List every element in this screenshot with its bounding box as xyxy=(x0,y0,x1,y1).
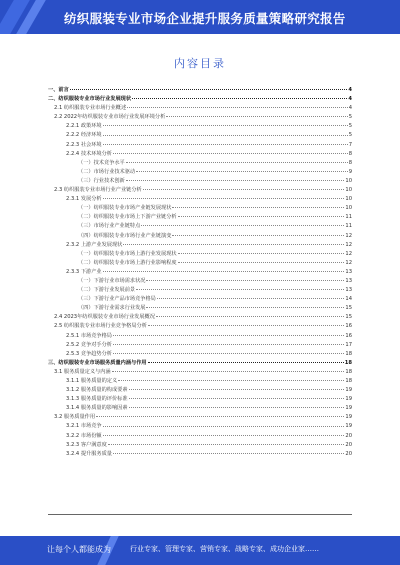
toc-entry-page: 14 xyxy=(345,296,352,303)
toc-entry-title: 2.2.2 经济环境 xyxy=(66,132,102,139)
toc-entry-title: （一）技术竞争水平 xyxy=(78,159,125,166)
toc-leader-dots xyxy=(112,371,345,372)
toc-entry[interactable] xyxy=(48,377,352,386)
toc-entry[interactable] xyxy=(48,113,352,122)
toc-leader-dots xyxy=(146,307,344,308)
toc-leader-dots xyxy=(96,416,344,417)
toc-entry[interactable] xyxy=(48,104,352,113)
toc-entry-title: 二、纺织服装专业市场行业发展现状 xyxy=(48,96,132,103)
toc-entry-title: 2.2.3 社会环境 xyxy=(66,141,102,148)
footer-slogan: 让每个人都能成为 xyxy=(47,545,111,554)
toc-entry-title: 3.2.2 市场份额 xyxy=(66,432,102,439)
toc-entry-title: 3.1.2 服务质量的构成要素 xyxy=(66,387,128,394)
toc-entry[interactable] xyxy=(48,204,352,213)
toc-leader-dots xyxy=(178,262,345,263)
toc-entry-page: 5 xyxy=(348,123,352,130)
toc-entry[interactable] xyxy=(48,277,352,286)
toc-entry[interactable] xyxy=(48,368,352,377)
toc-entry[interactable] xyxy=(48,195,352,204)
toc-leader-dots xyxy=(143,189,345,190)
toc-entry-title: （一）纺织服装专业市场产业链发展现状 xyxy=(78,205,172,212)
toc-entry[interactable] xyxy=(48,386,352,395)
toc-entry[interactable] xyxy=(48,150,352,159)
toc-entry-page: 12 xyxy=(345,241,352,248)
toc-entry[interactable] xyxy=(48,286,352,295)
toc-entry-title: 2.2.4 技术环境分析 xyxy=(66,150,112,157)
toc-leader-dots xyxy=(129,407,345,408)
toc-leader-dots xyxy=(166,116,347,117)
toc-entry-page: 19 xyxy=(345,396,352,403)
toc-entry-page: 18 xyxy=(344,359,352,366)
toc-entry-title: 2.1 纺织服装专业市场行业概述 xyxy=(54,105,127,112)
toc-entry-title: 3.1.4 服务质量的影响因素 xyxy=(66,405,128,412)
toc-entry[interactable] xyxy=(48,404,352,413)
toc-entry-page: 12 xyxy=(345,250,352,257)
toc-entry-page: 18 xyxy=(345,378,352,384)
toc-entry-page: 18 xyxy=(345,350,352,357)
toc-entry[interactable] xyxy=(48,341,352,350)
toc-entry-title: （二）纺织服装专业市场上游行业影响程度 xyxy=(78,259,177,266)
toc-leader-dots xyxy=(113,335,344,336)
toc-leader-dots xyxy=(136,171,348,172)
toc-entry-title: 2.3.1 发展分析 xyxy=(66,196,102,203)
toc-entry-page: 4 xyxy=(348,105,352,112)
toc-entry-title: （四）下游行业需求行业发展 xyxy=(78,305,146,312)
divider xyxy=(48,514,352,515)
toc-entry[interactable] xyxy=(48,241,352,250)
toc-entry-title: 3.2 服务质量作用 xyxy=(54,414,96,421)
toc-entry-title: 一、前言 xyxy=(48,87,69,93)
toc-leader-dots xyxy=(103,144,348,145)
toc-entry-page: 19 xyxy=(345,387,352,394)
toc-entry-page: 20 xyxy=(345,441,352,448)
toc-leader-dots xyxy=(108,444,345,445)
toc-entry-page: 15 xyxy=(345,314,352,321)
toc-entry[interactable] xyxy=(48,250,352,259)
toc-entry-title: 2.2 2022年纺织服装专业市场行业发展环境分析 xyxy=(54,114,166,121)
toc-entry-page: 10 xyxy=(345,196,352,203)
toc-entry-title: （三）下游行业产品市场竞争格局 xyxy=(78,296,156,303)
toc-entry-page: 10 xyxy=(345,177,352,184)
toc-entry-page: 10 xyxy=(345,205,352,212)
toc-leader-dots xyxy=(126,162,348,163)
toc-entry-title: 3.2.4 提升服务质量 xyxy=(66,450,112,457)
toc-leader-dots xyxy=(156,316,344,317)
toc-leader-dots xyxy=(113,344,344,345)
toc-leader-dots xyxy=(103,135,348,136)
toc-entry-page: 13 xyxy=(345,277,352,284)
toc-entry-title: （一）下游行业市场需求状况 xyxy=(78,277,146,284)
toc-entry[interactable] xyxy=(48,177,352,186)
toc-entry[interactable] xyxy=(48,295,352,304)
toc-leader-dots xyxy=(126,180,345,181)
toc-entry-page: 19 xyxy=(345,405,352,412)
toc-entry-title: （二）市场行业技术驱动 xyxy=(78,168,136,175)
toc-entry[interactable] xyxy=(48,213,352,222)
toc-leader-dots xyxy=(103,125,348,126)
toc-entry[interactable] xyxy=(48,332,352,341)
footer-banner xyxy=(0,536,400,565)
report-title: 纺织服装专业市场企业提升服务质量策略研究报告 xyxy=(64,11,346,26)
toc-entry-page: 19 xyxy=(345,423,352,430)
toc-entry-title: （三）市场行业产业链特点 xyxy=(78,223,141,230)
toc-entry-title: （二）纺织服装专业市场上下游产业链分析 xyxy=(78,214,177,221)
toc-leader-dots xyxy=(136,289,344,290)
toc-entry[interactable] xyxy=(48,395,352,404)
toc-leader-dots xyxy=(123,244,344,245)
toc-entry-title: 3.1.1 服务质量的定义 xyxy=(66,378,118,384)
toc-entry-page: 12 xyxy=(345,232,352,239)
toc-leader-dots xyxy=(103,426,345,427)
toc-leader-dots xyxy=(141,225,344,226)
toc-leader-dots xyxy=(113,353,344,354)
toc-entry-page: 11 xyxy=(345,214,352,221)
toc-entry-page: 4 xyxy=(348,87,352,93)
toc-entry-title: 2.3 纺织服装专业市场行业产业链分析 xyxy=(54,187,142,194)
toc-leader-dots xyxy=(178,216,345,217)
header-banner xyxy=(0,0,400,34)
toc-leader-dots xyxy=(103,271,345,272)
toc-entry-title: 2.4 2023年纺织服装专业市场行业发展概况 xyxy=(54,314,155,321)
toc-leader-dots xyxy=(148,362,344,363)
toc-entry-page: 9 xyxy=(348,168,352,175)
toc-entry[interactable] xyxy=(48,95,352,104)
toc-entry-title: 3.1 服务质量定义与内涵 xyxy=(54,368,111,375)
toc-leader-dots xyxy=(172,235,344,236)
toc-entry[interactable] xyxy=(48,159,352,168)
toc-entry[interactable] xyxy=(48,304,352,313)
toc-entry[interactable] xyxy=(48,259,352,268)
toc-entry-title: 2.3.3 下游产业 xyxy=(66,268,102,275)
toc-entry-title: 2.5.1 市场竞争格局 xyxy=(66,332,112,339)
toc-leader-dots xyxy=(157,298,345,299)
toc-entry[interactable] xyxy=(48,86,352,95)
toc-entry-title: 3.1.3 服务质量的评价标准 xyxy=(66,396,128,403)
toc-entry[interactable] xyxy=(48,413,352,422)
footer-tagline: 行业专家、管理专家、营销专家、战略专家、成功企业家…… xyxy=(130,545,319,553)
toc-entry-page: 4 xyxy=(348,96,352,103)
toc-leader-dots xyxy=(113,453,344,454)
toc-entry-title: （三）行业技术创新 xyxy=(78,177,125,184)
toc-entry-title: 2.5.2 竞争对手分析 xyxy=(66,341,112,348)
toc-entry-title: （二）下游行业发展前景 xyxy=(78,287,136,294)
toc-entry-page: 16 xyxy=(345,332,352,339)
toc-entry[interactable] xyxy=(48,122,352,131)
toc-entry-page: 7 xyxy=(348,141,352,148)
toc-entry-title: （四）纺织服装专业市场行业产业链演变 xyxy=(78,232,172,239)
toc-entry-page: 17 xyxy=(345,341,352,348)
toc-leader-dots xyxy=(118,380,344,381)
toc-leader-dots xyxy=(127,107,348,108)
toc-entry-page: 8 xyxy=(348,159,352,166)
toc-entry-page: 5 xyxy=(348,114,352,121)
toc-entry[interactable] xyxy=(48,232,352,241)
toc-entry-page: 18 xyxy=(345,368,352,375)
toc-entry[interactable] xyxy=(48,313,352,322)
toc-entry[interactable] xyxy=(48,268,352,277)
toc-entry[interactable] xyxy=(48,322,352,331)
toc-entry[interactable] xyxy=(48,222,352,231)
toc-entry[interactable] xyxy=(48,422,352,431)
toc-entry-title: 2.2.1 政策环境 xyxy=(66,123,102,130)
toc-entry[interactable] xyxy=(48,350,352,359)
toc-entry[interactable] xyxy=(48,441,352,450)
toc-leader-dots xyxy=(70,89,348,90)
toc-entry[interactable] xyxy=(48,450,352,459)
toc-entry[interactable] xyxy=(48,168,352,177)
toc-entry-title: （一）纺织服装专业市场上游行业发展现状 xyxy=(78,250,177,257)
toc-leader-dots xyxy=(172,207,344,208)
toc-entry[interactable] xyxy=(48,186,352,195)
toc-entry-title: 3.2.3 客户满意度 xyxy=(66,441,107,448)
toc-entry-page: 11 xyxy=(345,223,352,230)
toc-entry[interactable] xyxy=(48,141,352,150)
toc-leader-dots xyxy=(132,98,347,99)
toc-entry-page: 10 xyxy=(345,187,352,194)
toc-entry-page: 13 xyxy=(345,268,352,275)
toc-entry[interactable] xyxy=(48,359,352,368)
toc-entry-page: 15 xyxy=(345,305,352,312)
toc-entry-page: 19 xyxy=(345,414,352,421)
toc-entry-title: 2.5.3 竞争趋势分析 xyxy=(66,350,112,357)
toc-entry-page: 16 xyxy=(345,323,352,330)
toc-leader-dots xyxy=(113,153,348,154)
toc-heading: 内容目录 xyxy=(174,57,226,70)
toc-entry-title: 2.5 纺织服装专业市场行业竞争格局分析 xyxy=(54,323,147,330)
toc-entry-page: 12 xyxy=(345,259,352,266)
toc-leader-dots xyxy=(103,435,345,436)
toc-leader-dots xyxy=(129,389,345,390)
toc-entry[interactable] xyxy=(48,432,352,441)
toc-entry-title: 三、纺织服装专业市场服务质量内涵与作用 xyxy=(48,359,147,366)
toc-leader-dots xyxy=(103,198,345,199)
toc-entry-page: 8 xyxy=(348,150,352,157)
toc-entry[interactable] xyxy=(48,131,352,140)
toc-leader-dots xyxy=(129,398,345,399)
table-of-contents xyxy=(48,86,352,459)
toc-entry-title: 3.2.1 市场竞争 xyxy=(66,423,102,430)
toc-leader-dots xyxy=(146,280,344,281)
toc-entry-page: 5 xyxy=(348,132,352,139)
toc-leader-dots xyxy=(178,253,345,254)
toc-entry-page: 13 xyxy=(345,287,352,294)
toc-entry-page: 20 xyxy=(345,432,352,439)
toc-entry-page: 20 xyxy=(345,450,352,457)
toc-leader-dots xyxy=(148,325,344,326)
toc-entry-title: 2.3.2 上游产业发展现状 xyxy=(66,241,123,248)
